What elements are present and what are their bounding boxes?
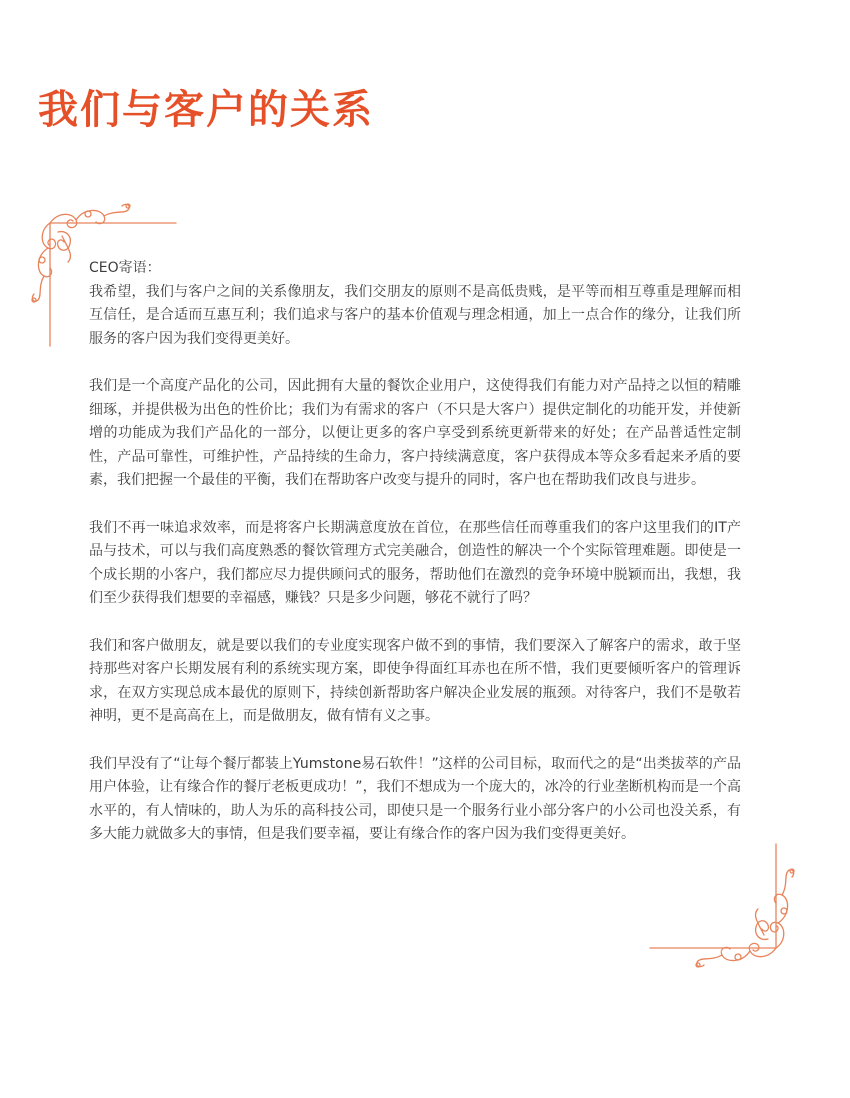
letter-paragraph: 我们和客户做朋友，就是要以我们的专业度实现客户做不到的事情，我们要深入了解客户的需求，敢于坚持那些对客户长期发展有利的系统实现方案，即使争得面红耳赤也在所不惜，我们更要倾听客户的管理诉求，在双方实现总成本最优的原则下，持续创新帮助客户解决企业发展的瓶颈。对待客户，我们不是敬若神明，更不是高高在上，而是做朋友，做有情有义之事。 [89, 637, 741, 724]
letter-paragraph: 我们早没有了“让每个餐厅都装上Yumstone易石软件！”这样的公司目标，取而代之的是“出类拔萃的产品用户体验，让有缘合作的餐厅老板更成功！”，我们不想成为一个庞大的，冰冷的行业垄断机构而是一个高水平的，有人情味的，助人为乐的高科技公司，即使只是一个服务行业小部分客户的小公司也没关系，有多大能力就做多大的事情，但是我们要幸福，要让有缘合作的客户因为我们变得更美好。 [89, 755, 741, 842]
letter-greeting: CEO寄语： [89, 260, 161, 276]
letter-paragraph: 我希望，我们与客户之间的关系像朋友，我们交朋友的原则不是高低贵贱，是平等而相互尊重是理解而相互信任，是合适而互惠互利；我们追求与客户的基本价值观与理念相通，加上一点合作的缘分，让我们所服务的客户因为我们变得更美好。 [89, 283, 741, 347]
letter-paragraph: 我们是一个高度产品化的公司，因此拥有大量的餐饮企业用户，这使得我们有能力对产品持之以恒的精雕细琢，并提供极为出色的性价比；我们为有需求的客户（不只是大客户）提供定制化的功能开发，并使新增的功能成为我们产品化的一部分，以便让更多的客户享受到系统更新带来的好处；在产品普适性定制性，产品可靠性，可维护性，产品持续的生命力，客户持续满意度，客户获得成本等众多看起来矛盾的要素，我们把握一个最佳的平衡，我们在帮助客户改变与提升的同时，客户也在帮助我们改良与进步。 [89, 378, 741, 488]
ceo-letter [89, 257, 741, 871]
page-title: 我们与客户的关系 [38, 87, 374, 133]
letter-paragraph: 我们不再一味追求效率，而是将客户长期满意度放在首位，在那些信任而尊重我们的客户这里我们的IT产品与技术，可以与我们高度熟悉的餐饮管理方式完美融合，创造性的解决一个个实际管理难题。即使是一个成长期的小客户，我们都应尽力提供顾问式的服务，帮助他们在激烈的竞争环境中脱颖而出，我想，我们至少获得我们想要的幸福感，赚钱？只是多少问题，够花不就行了吗？ [89, 519, 741, 606]
